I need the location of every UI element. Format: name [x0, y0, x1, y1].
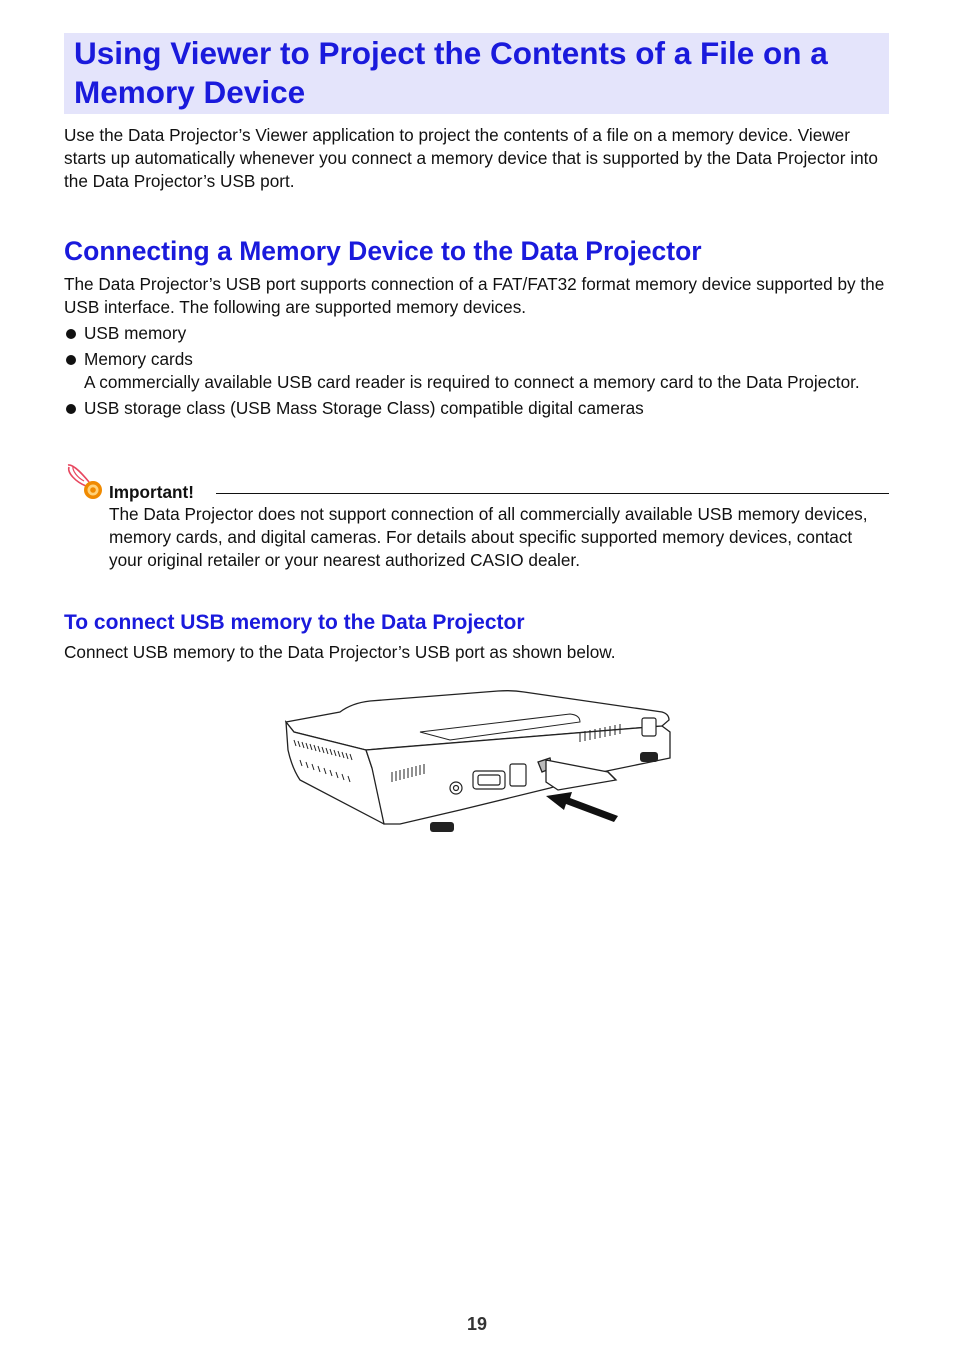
bullet-icon: [66, 404, 76, 414]
page-number: 19: [466, 1314, 488, 1334]
important-note: [64, 462, 889, 582]
list-item: [64, 322, 894, 345]
section-paragraph: The Data Projector’s USB port supports connection of a FAT/FAT32 format memory device supported by the USB interface. The following are supported memory devices.: [64, 274, 885, 317]
bullet-icon: [66, 329, 76, 339]
title-banner: [64, 33, 889, 114]
important-text: The Data Projector does not support connection of all commercially available USB memory devices, memory cards, and digital cameras. For details about specific supported memory devices, contact your original retailer or your nearest authorized CASIO dealer.: [109, 504, 868, 570]
supported-devices-list: [64, 322, 894, 423]
page-title: Using Viewer to Project the Contents of a File on a Memory Device: [74, 35, 828, 110]
list-item: [64, 397, 894, 420]
list-item: [64, 348, 894, 394]
list-item-note: A commercially available USB card reader is required to connect a memory card to the Data Projector.: [84, 372, 860, 392]
important-label: Important!: [109, 482, 194, 502]
list-item-label: Memory cards: [84, 349, 193, 369]
list-item-label: USB storage class (USB Mass Storage Class) compatible digital cameras: [84, 398, 644, 418]
important-pin-icon: [64, 462, 106, 504]
projector-usb-illustration: [280, 688, 680, 838]
subheading: To connect USB memory to the Data Projector: [64, 611, 525, 634]
section-heading: Connecting a Memory Device to the Data Projector: [64, 236, 702, 266]
intro-paragraph: Use the Data Projector’s Viewer application to project the contents of a file on a memory device. Viewer starts up automatically whenever you connect a memory device that is supported by the Data Projector into the Data Projector’s USB port.: [64, 125, 878, 191]
list-item-label: USB memory: [84, 323, 187, 343]
sub-paragraph: Connect USB memory to the Data Projector’s USB port as shown below.: [64, 642, 616, 662]
bullet-icon: [66, 355, 76, 365]
important-divider: [216, 493, 889, 494]
